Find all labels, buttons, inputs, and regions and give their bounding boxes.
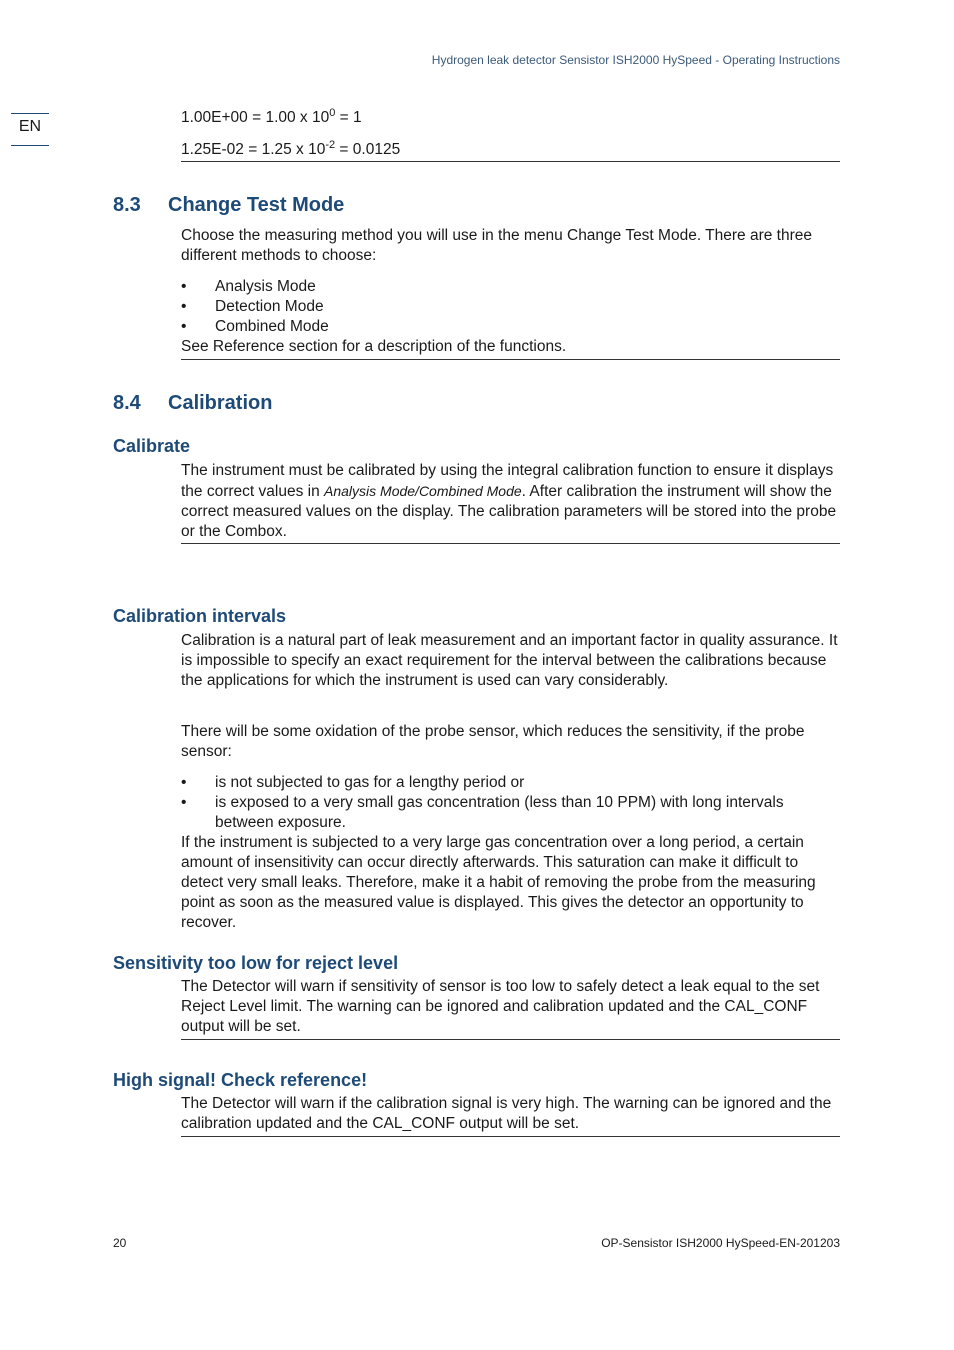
italic-mode-name: Analysis Mode/Combined Mode [324,483,522,499]
paragraph: The Detector will warn if sensitivity of sensor is too low to safely detect a leak equal to the set Reject Level limit. The warning can be ignored and calibration updated and the CAL_CONF output will be set. [181,978,820,1035]
language-tab: EN [18,118,42,135]
bullet: • [181,318,187,335]
bullet: • [181,278,187,295]
paragraph: See Reference section for a description of the functions. [181,338,567,355]
divider [181,1136,840,1137]
divider [181,359,840,360]
list-item: • is exposed to a very small gas concentration (less than 10 PPM) with long intervals between exposure. [181,794,784,831]
bullet: • [181,774,187,791]
section-number: 8.3 [113,194,141,216]
language-tab-top-rule [11,113,49,114]
paragraph: The Detector will warn if the calibration signal is very high. The warning can be ignored and the calibration updated and the CAL_CONF output will be set. [181,1095,832,1132]
subheading-high-signal: High signal! Check reference! [113,1070,368,1090]
subheading-calibration-intervals: Calibration intervals [113,606,287,626]
running-header: Hydrogen leak detector Sensistor ISH2000 HySpeed - Operating Instructions [431,53,840,67]
page-number: 20 [113,1236,127,1250]
list-item: • Combined Mode [181,318,329,335]
paragraph: Choose the measuring method you will use in the menu Change Test Mode. There are three different methods to choose: [181,227,812,264]
bullet: • [181,794,187,811]
subheading-calibrate: Calibrate [113,436,191,456]
section-title: Change Test Mode [168,194,345,216]
example-line-2: 1.25E-02 = 1.25 x $10^{-2} = 0.0125$ [181,139,401,158]
paragraph: Calibration is a natural part of leak measurement and an important factor in quality assurance. It is impossible to specify an exact requirement for the interval between the calibrations because the applications for which the instrument is used can vary considerably. [181,632,838,689]
list-item: • Analysis Mode [181,278,316,295]
divider [181,1039,840,1040]
divider [181,543,840,544]
example-line-1: 1.00E+00 = 1.00 x $10^0 = 1$ [181,107,362,126]
paragraph: There will be some oxidation of the probe sensor, which reduces the sensitivity, if the probe sensor: [181,723,805,760]
language-tab-bottom-rule [11,145,49,146]
bullet: • [181,298,187,315]
section-heading-8-3 [113,194,344,217]
paragraph: If the instrument is subjected to a very large gas concentration over a long period, a certain amount of insensitivity can occur directly afterwards. This saturation can make it difficult to detect very small leaks. Therefore, make it a habit of removing the probe from the measuring point as soon as the measured value is displayed. This gives the detector an opportunity to recover. [181,834,816,931]
divider [181,161,840,162]
subheading-sensitivity: Sensitivity too low for reject level [113,953,399,973]
section-heading-8-4 [113,392,272,415]
section-title: Calibration [168,392,273,414]
paragraph: The instrument must be calibrated by using the integral calibration function to ensure it displays the correct values in Analysis Mode/Combined Mode. After calibration the instrument will show the correct measured values on the display. The calibration parameters will be stored into the probe or the Combox. [181,462,837,540]
document-code: OP-Sensistor ISH2000 HySpeed-EN-201203 [601,1236,840,1250]
section-number: 8.4 [113,392,141,414]
list-item: • is not subjected to gas for a lengthy period or [181,774,525,791]
list-item: • Detection Mode [181,298,324,315]
